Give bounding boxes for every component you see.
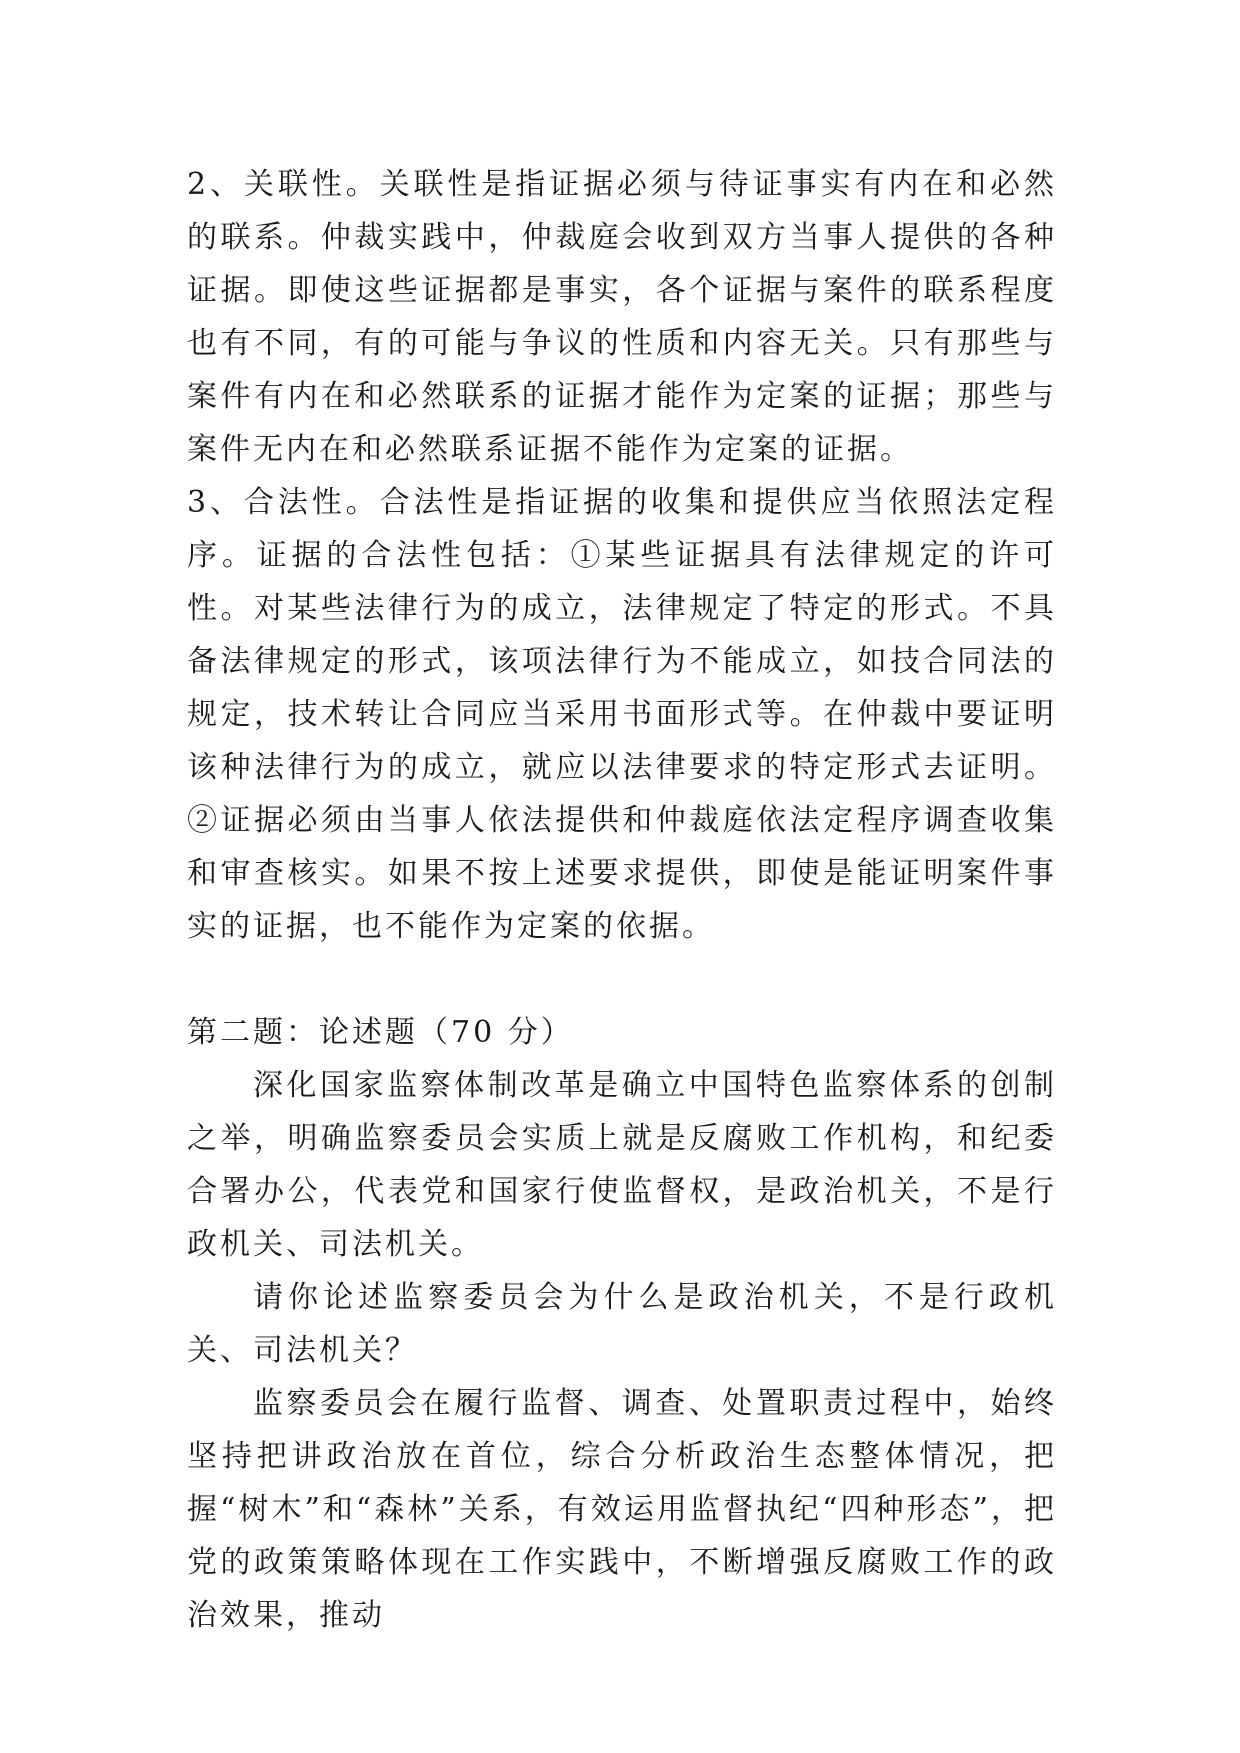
point-legality-paragraph: 3、合法性。合法性是指证据的收集和提供应当依照法定程序。证据的合法性包括：①某些证据具有法律规定的许可性。对某些法律行为的成立，法律规定了特定的形式。不具备法律规定的形式，该项法律行为不能成立，如技合同法的规定，技术转让合同应当采用书面形式等。在仲裁中要证明该种法律行为的成立，就应以法律要求的特定形式去证明。②证据必须由当事人依法提供和仲裁庭依法定程序调查收集和审查核实。如果不按上述要求提供，即使是能证明案件事实的证据，也不能作为定案的依据。: [187, 485, 1057, 944]
point-relevance-paragraph: 2、关联性。关联性是指证据必须与待证事实有内在和必然的联系。仲裁实践中，仲裁庭会收到双方当事人提供的各种证据。即使这些证据都是事实，各个证据与案件的联系程度也有不同，有的可能与争议的性质和内容无关。只有那些与案件有内在和必然联系的证据才能作为定案的证据；那些与案件无内在和必然联系证据不能作为定案的证据。: [187, 167, 1057, 467]
answer-paragraph: 监察委员会在履行监督、调查、处置职责过程中，始终坚持把讲政治放在首位，综合分析政治生态整体情况，把握“树木”和“森林”关系，有效运用监督执纪“四种形态”，把党的政策策略体现在工作实践中，不断增强反腐败工作的政治效果，推动: [187, 1386, 1057, 1633]
question-background-paragraph: 深化国家监察体制改革是确立中国特色监察体系的创制之举，明确监察委员会实质上就是反腐败工作机构，和纪委合署办公，代表党和国家行使监督权，是政治机关，不是行政机关、司法机关。: [187, 1068, 1057, 1262]
document-body: [187, 158, 1057, 1642]
question-prompt-paragraph: 请你论述监察委员会为什么是政治机关，不是行政机关、司法机关？: [187, 1280, 1057, 1368]
question-two-title: 第二题：论述题（70 分）: [187, 1015, 574, 1050]
